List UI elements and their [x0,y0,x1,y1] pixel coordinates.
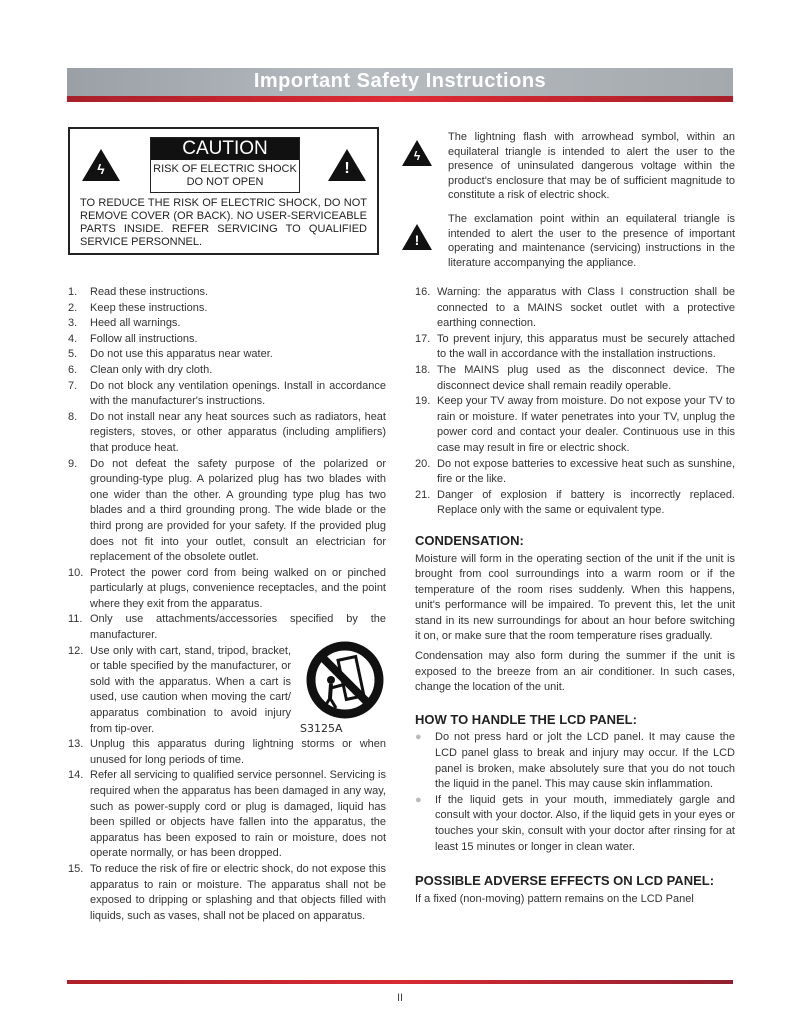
list-item [68,285,386,301]
cart-symbol-label: S3125A [300,722,343,735]
item-number: 15. [68,862,84,875]
page-title: Important Safety Instructions [253,70,547,92]
condensation-heading: CONDENSATION: [415,532,524,548]
item-number: 17. [415,332,431,345]
caution-subtitle-line1: RISK OF ELECTRIC SHOCK [153,163,297,175]
item-number: 18. [415,363,431,376]
item-text: Unplug this apparatus during lightning storms or when unused for long periods of time. [90,738,386,766]
item-text: Do not install near any heat sources such as radiators, heat registers, stoves, or other apparatus (including amplifiers) that produce heat. [90,410,386,454]
list-item [68,737,386,768]
lcd-handling-heading: HOW TO HANDLE THE LCD PANEL: [415,711,637,727]
list-item [68,457,386,566]
list-item [68,332,386,348]
list-item [68,612,386,643]
item-text: Protect the power cord from being walked on or pinched particularly at plugs, convenience receptacles, and the point where they exit from the apparatus. [90,566,386,610]
symbol-explanation-lightning [400,130,735,200]
item-text: Danger of explosion if battery is incorrectly replaced. Replace only with the same or equivalent type. [437,488,735,517]
caution-label [150,137,300,193]
item-text: Do not block any ventilation openings. Install in accordance with the manufacturer's instructions. [90,379,386,408]
item-number: 7. [68,379,78,392]
section-header [67,68,733,96]
item-number: 14. [68,769,84,782]
list-item [68,566,386,613]
symbol-explanation-exclamation [400,212,735,272]
caution-title: CAUTION [151,138,299,160]
list-item [415,285,735,332]
condensation-paragraph-2: Condensation may also form during the summer if the unit is exposed to the breeze from an air conditioner. In such cases, change the location of the unit. [415,650,735,694]
item-text: Clean only with dry cloth. [90,363,213,376]
item-text: Do not use this apparatus near water. [90,348,273,361]
list-item [415,457,735,488]
item-text: Read these instructions. [90,286,209,298]
item-number: 20. [415,457,431,470]
instructions-left-column [68,285,386,924]
caution-subtitle [151,163,299,189]
item-number: 5. [68,348,78,361]
bullet-icon: ● [415,731,422,744]
no-cart-tipover-icon [300,640,390,720]
item-number: 16. [415,286,431,298]
lightning-triangle-icon: ϟ [82,149,120,181]
item-number: 13. [68,738,84,751]
list-item [415,488,735,519]
list-item [68,316,386,332]
footer-red-stripe [67,980,733,984]
item-text: Only use attachments/accessories specified by the manufacturer. [90,613,386,642]
item-number: 10. [68,566,84,579]
item-text: Heed all warnings. [90,317,181,330]
bullet-text: Do not press hard or jolt the LCD panel. It may cause the LCD panel glass to break and injury may occur. If the LCD panel is broken, make absolutely sure that you do not touch the liquid in the panel. This may cause skin inflammation. [435,731,735,791]
instructions-right-column [415,285,735,911]
exclamation-triangle-icon: ! [402,224,432,250]
item-text: Warning: the apparatus with Class I construction shall be connected to a MAINS socket outlet with a protective earthing connection. [437,286,735,330]
condensation-paragraph-1: Moisture will form in the operating section of the unit if the unit is brought from cool surroundings into a warm room or if the temperature of the room rises suddenly. When this happens, unit's performance will be impaired. To prevent this, let the unit stand in its new surroundings for about an hour before switching it on, or make sure that the room temperature rises gradually. [415,552,735,643]
item-number: 6. [68,363,78,376]
lcd-handling-bullet [415,793,735,855]
item-number: 8. [68,410,78,423]
item-text: The MAINS plug used as the disconnect device. The disconnect device shall remain readily operable. [437,363,735,392]
item-number: 11. [68,613,83,626]
item-text: Use only with cart, stand, tripod, bracket, or table specified by the manufacturer, or sold with the apparatus. When a cart is used, use caution when moving the cart/ apparatus combination to avoid injury from tip-over. [90,644,291,735]
item-number: 9. [68,457,78,470]
item-text: Refer all servicing to qualified service personnel. Servicing is required when the apparatus has been damaged in any way, such as power-supply cord or plug is damaged, liquid has been spilled or objects have fallen into the apparatus, the apparatus has been exposed to rain or moisture, does not operate normally, or has been dropped. [90,769,386,860]
item-number: 4. [68,332,78,345]
bullet-text: If the liquid gets in your mouth, immediately gargle and consult with your doctor. Also, if the liquid gets in your eyes or touches your skin, consult with your doctor after rinsing for at least 15 minutes or longer in clean water. [435,793,735,853]
item-text: To prevent injury, this apparatus must be securely attached to the wall in accordance with the installation instructions. [437,332,735,361]
list-item [68,862,386,924]
item-number: 2. [68,301,78,314]
list-item [415,394,735,456]
list-item [68,379,386,410]
item-number: 1. [68,286,78,298]
exclamation-triangle-icon: ! [328,149,366,181]
list-item [68,363,386,379]
list-item [68,410,386,457]
caution-box [68,127,379,255]
item-text: Keep these instructions. [90,301,208,314]
lightning-triangle-icon: ϟ [402,140,432,166]
item-text: To reduce the risk of fire or electric shock, do not expose this apparatus to rain or moisture. The apparatus shall not be exposed to dripping or splashing and that objects filled with liquids, such as vases, shall not be placed on apparatus. [90,862,386,922]
list-item [68,347,386,363]
list-item [68,768,386,862]
caution-body: TO REDUCE THE RISK OF ELECTRIC SHOCK, DO NOT REMOVE COVER (OR BACK). NO USER-SERVICEABLE PARTS INSIDE. REFER SERVICING TO QUALIFIED SERVICE PERSONNEL. [80,197,367,248]
adverse-effects-text: If a fixed (non-moving) pattern remains on the LCD Panel [415,892,694,905]
item-number: 19. [415,395,431,408]
header-red-stripe [67,96,733,102]
item-text: Follow all instructions. [90,332,198,345]
list-item [415,332,735,363]
item-text: Keep your TV away from moisture. Do not expose your TV to rain or moisture. If water penetrates into your TV, unplug the power cord and contact your dealer. Continuous use in this case may result in fire or electric shock. [437,395,735,454]
item-number: 3. [68,317,78,330]
list-item [415,363,735,394]
item-number: 21. [415,488,431,501]
caution-subtitle-line2: DO NOT OPEN [186,176,264,188]
page-number: II [396,992,404,1004]
adverse-effects-heading: POSSIBLE ADVERSE EFFECTS ON LCD PANEL: [415,873,715,889]
item-text: Do not expose batteries to excessive heat such as sunshine, fire or the like. [437,457,735,486]
list-item [68,301,386,317]
symbol-text: The exclamation point within an equilateral triangle is intended to alert the user to the presence of important operating and maintenance (servicing) instructions in the literature accompanying the appliance. [448,213,735,269]
symbol-text: The lightning flash with arrowhead symbol, within an equilateral triangle is intended to alert the user to the presence of uninsulated dangerous voltage within the product's enclosure that may be of sufficient magnitude to constitute a risk of electric shock. [448,131,735,201]
item-text: Do not defeat the safety purpose of the polarized or grounding-type plug. A polarized plug has two blades with one wider than the other. A grounding type plug has two blades and a third grounding prong. The wide blade or the third prong are provided for your safety. If the provided plug does not fit into your outlet, consult an electrician for replacement of the obsolete outlet. [90,457,386,564]
bullet-icon: ● [415,793,422,806]
lcd-handling-bullet [415,730,735,792]
item-number: 12. [68,644,84,657]
